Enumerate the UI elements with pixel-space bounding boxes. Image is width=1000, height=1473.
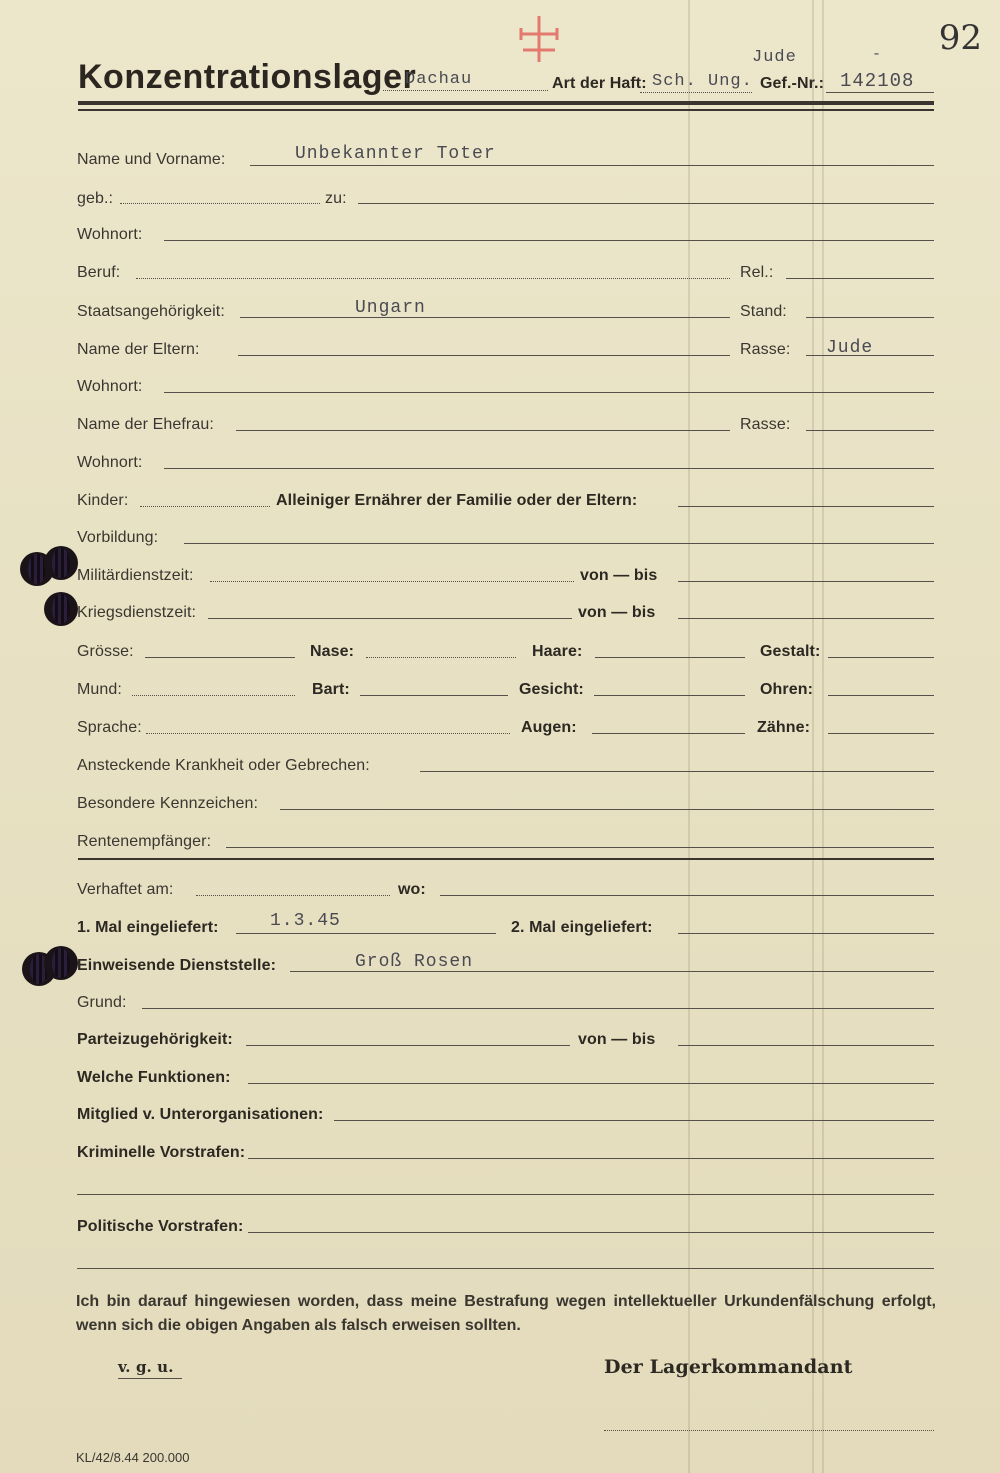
section-rule — [78, 858, 934, 860]
kennzeichen-label: Besondere Kennzeichen: — [77, 795, 258, 812]
geb-label: geb.: — [77, 190, 114, 207]
militaer-von-bis: von — bis — [580, 567, 658, 584]
mal1-label: 1. Mal eingeliefert: — [77, 919, 219, 936]
bart-line — [360, 695, 508, 696]
haare-line — [595, 657, 745, 658]
gef-nr-line — [826, 92, 934, 93]
header-rule-thick — [78, 101, 934, 105]
vorbildung-line — [184, 543, 934, 544]
ehefrau-rasse-label: Rasse: — [740, 416, 791, 433]
eltern-wohnort-label: Wohnort: — [77, 378, 143, 395]
stand-line — [806, 317, 934, 318]
wohnort-line — [164, 240, 934, 241]
sprache-label: Sprache: — [77, 719, 142, 736]
zu-line — [358, 203, 934, 204]
ohren-line — [828, 695, 934, 696]
militaer-label: Militärdienstzeit: — [77, 567, 194, 584]
grund-line — [142, 1008, 934, 1009]
haft-annotation: Jude — [752, 48, 797, 67]
punch-hole — [44, 546, 78, 580]
rasse-line — [806, 355, 934, 356]
gef-nr-label: Gef.-Nr.: — [760, 75, 825, 92]
vorbildung-label: Vorbildung: — [77, 529, 159, 546]
ohren-label: Ohren: — [760, 681, 814, 698]
gestalt-label: Gestalt: — [760, 643, 821, 660]
camp-line — [383, 90, 548, 91]
declaration-text: Ich bin darauf hingewiesen worden, dass meine Bestrafung wegen intellektueller Urkundenfälschung erfolgt, wenn sich die obigen Angaben als falsch erweisen sollten. — [76, 1293, 936, 1334]
scan-streak — [822, 0, 824, 1473]
kinder-line — [140, 506, 270, 507]
partei-label: Parteizugehörigkeit: — [77, 1031, 233, 1048]
renten-line — [226, 847, 934, 848]
stand-label: Stand: — [740, 303, 787, 320]
ehefrau-line — [236, 430, 730, 431]
name-line — [250, 165, 934, 166]
beruf-label: Beruf: — [77, 264, 121, 281]
haft-line — [640, 92, 752, 93]
eltern-label: Name der Eltern: — [77, 341, 200, 358]
dienststelle-label: Einweisende Dienststelle: — [77, 957, 277, 974]
eltern-line — [238, 355, 730, 356]
rel-label: Rel.: — [740, 264, 774, 281]
krieg-von-bis: von — bis — [578, 604, 656, 621]
nase-label: Nase: — [310, 643, 355, 660]
gesicht-line — [594, 695, 745, 696]
renten-label: Rentenempfänger: — [77, 833, 212, 850]
kriminelle-line — [248, 1158, 934, 1159]
augen-line — [592, 733, 745, 734]
wo-line — [440, 895, 934, 896]
grund-label: Grund: — [77, 994, 127, 1011]
krieg-line — [208, 618, 572, 619]
ehefrau-label: Name der Ehefrau: — [77, 416, 214, 433]
zu-label: zu: — [325, 190, 347, 207]
militaer-line — [210, 581, 574, 582]
krankheit-line — [420, 771, 934, 772]
haare-label: Haare: — [532, 643, 583, 660]
augen-label: Augen: — [521, 719, 577, 736]
mal1-value: 1.3.45 — [270, 911, 341, 931]
ehefrau-rasse-line — [806, 430, 934, 431]
staats-line — [240, 317, 730, 318]
staats-label: Staatsangehörigkeit: — [77, 303, 225, 320]
partei-bis-line — [678, 1045, 934, 1046]
zaehne-line — [828, 733, 934, 734]
krieg-label: Kriegsdienstzeit: — [77, 604, 197, 621]
camp-name: Dachau — [405, 70, 473, 89]
name-label: Name und Vorname: — [77, 151, 226, 168]
form-footer-code: KL/42/8.44 200.000 — [76, 1450, 190, 1465]
kinder-label: Kinder: — [77, 492, 129, 509]
signature-line — [604, 1430, 934, 1431]
vgu-line — [118, 1378, 182, 1379]
krankheit-label: Ansteckende Krankheit oder Gebrechen: — [77, 757, 370, 774]
gestalt-line — [828, 657, 934, 658]
partei-line — [246, 1045, 570, 1046]
groesse-line — [145, 657, 295, 658]
partei-von-bis: von — bis — [578, 1031, 656, 1048]
gef-nr-value: 142108 — [840, 70, 915, 92]
name-value: Unbekannter Toter — [295, 144, 496, 164]
dienststelle-value: Groß Rosen — [355, 952, 474, 972]
mitglied-label: Mitglied v. Unterorganisationen: — [77, 1106, 324, 1123]
page-number: 92 — [938, 18, 982, 58]
mal2-label: 2. Mal eingeliefert: — [511, 919, 653, 936]
militaer-bis-line — [678, 581, 934, 582]
verhaftet-label: Verhaftet am: — [77, 881, 174, 898]
art-der-haft-value: Sch. Ung. — [652, 72, 753, 91]
dienststelle-line — [290, 971, 934, 972]
kriminelle-line-2 — [77, 1194, 934, 1195]
bart-label: Bart: — [312, 681, 350, 698]
kriminelle-label: Kriminelle Vorstrafen: — [77, 1144, 246, 1161]
sprache-line — [146, 733, 510, 734]
rasse-value: Jude — [826, 338, 874, 358]
kommandant-signature-label: Der Lagerkommandant — [604, 1356, 853, 1378]
mund-line — [132, 695, 295, 696]
kennzeichen-line — [280, 809, 934, 810]
zaehne-label: Zähne: — [757, 719, 811, 736]
rasse-label: Rasse: — [740, 341, 791, 358]
mal2-line — [678, 933, 934, 934]
wo-label: wo: — [398, 881, 426, 898]
groesse-label: Grösse: — [77, 643, 134, 660]
politische-label: Politische Vorstrafen: — [77, 1218, 244, 1235]
ernaehrer-label: Alleiniger Ernährer der Familie oder der Eltern: — [276, 492, 638, 509]
verhaftet-line — [196, 895, 390, 896]
beruf-line — [136, 278, 730, 279]
form-title: Konzentrationslager — [78, 58, 417, 96]
punch-hole — [44, 592, 78, 626]
politische-line-2 — [77, 1268, 934, 1269]
politische-line — [248, 1232, 934, 1233]
krieg-bis-line — [678, 618, 934, 619]
mund-label: Mund: — [77, 681, 122, 698]
eltern-wohnort-line — [164, 392, 934, 393]
vgu-mark: v. g. u. — [118, 1358, 174, 1376]
punch-hole — [44, 946, 78, 980]
funktionen-label: Welche Funktionen: — [77, 1069, 231, 1086]
ehefrau-wohnort-line — [164, 468, 934, 469]
rel-line — [786, 278, 934, 279]
red-cross-stamp — [515, 14, 563, 64]
art-der-haft-label: Art der Haft: — [552, 75, 647, 92]
nase-line — [366, 657, 516, 658]
scan-streak — [812, 0, 814, 1473]
wohnort-label: Wohnort: — [77, 226, 143, 243]
staats-value: Ungarn — [355, 298, 426, 318]
funktionen-line — [248, 1083, 934, 1084]
mal1-line — [236, 933, 496, 934]
ernaehrer-line — [678, 506, 934, 507]
scan-streak — [688, 0, 690, 1473]
gesicht-label: Gesicht: — [519, 681, 584, 698]
dash-mark: - — [872, 46, 883, 63]
mitglied-line — [334, 1120, 934, 1121]
ehefrau-wohnort-label: Wohnort: — [77, 454, 143, 471]
header-rule-thin — [78, 109, 934, 111]
geb-line — [120, 203, 320, 204]
